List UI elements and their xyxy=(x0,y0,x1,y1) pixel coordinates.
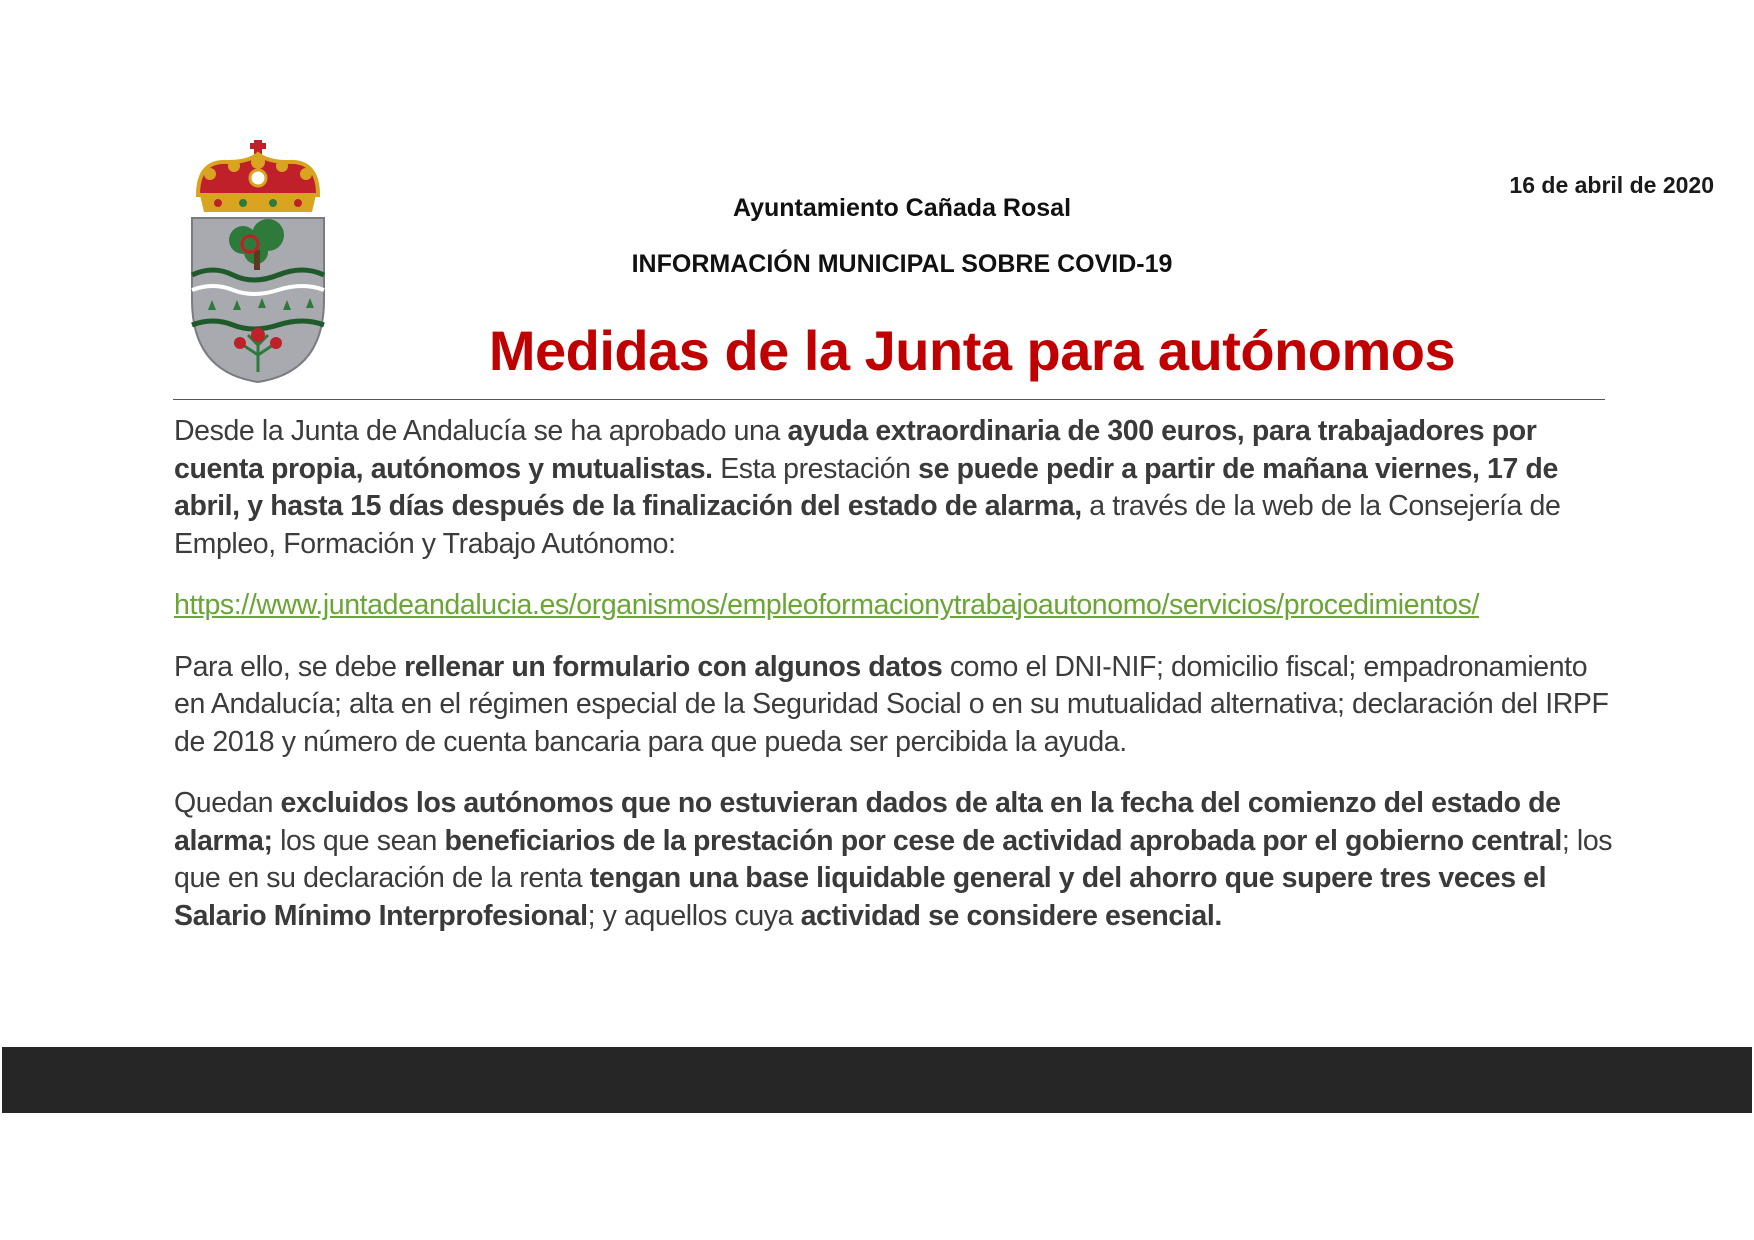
page-title: Medidas de la Junta para autónomos xyxy=(488,319,1456,382)
bold-run: tengan una base liquidable general y del ahorro que supere tres veces el Salario Mínimo Interprofesional xyxy=(174,862,1547,932)
text-run: ; los que en su declaración de la renta xyxy=(174,824,1613,894)
text-run: a través de la web de la Consejería de Empleo, Formación y Trabajo Autónomo: xyxy=(174,490,1561,560)
document-subtitle: INFORMACIÓN MUNICIPAL SOBRE COVID-19 xyxy=(631,250,1173,278)
text-run: Esta prestación xyxy=(712,452,919,485)
text-run: Para ello, se debe xyxy=(174,650,405,683)
paragraph-aid-announcement xyxy=(174,413,1614,563)
text-run: los que sean xyxy=(272,824,445,857)
footer-bar xyxy=(2,1047,1752,1113)
article-body xyxy=(174,413,1614,959)
text-run: como el DNI-NIF; domicilio fiscal; empadronamiento en Andalucía; alta en el régimen especial de la Seguridad Social o en su mutualidad alternativa; declaración del IRPF de 2018 y número de cuenta bancaria para que pueda ser percibida la ayuda. xyxy=(174,650,1609,758)
bold-run: excluidos los autónomos que no estuvieran dados de alta en la fecha del comienzo del estado de alarma; xyxy=(174,787,1561,857)
header-divider xyxy=(173,399,1605,400)
text-run: ; y aquellos cuya xyxy=(587,899,801,932)
bold-run: rellenar un formulario con algunos datos xyxy=(404,650,943,683)
bold-run: se puede pedir a partir de mañana viernes, 17 de abril, y hasta 15 días después de la finalización del estado de alarma, xyxy=(174,452,1558,522)
bold-run: beneficiarios de la prestación por cese de actividad aprobada por el gobierno central xyxy=(444,824,1562,857)
text-run: Desde la Junta de Andalucía se ha aprobado una xyxy=(174,415,788,447)
text-run: Quedan xyxy=(174,787,281,819)
bold-run: ayuda extraordinaria de 300 euros, para trabajadores por cuenta propia, autónomos y mutualistas. xyxy=(174,415,1537,485)
paragraph-requirements xyxy=(174,649,1614,762)
document-date: 16 de abril de 2020 xyxy=(1509,172,1714,198)
bold-run: actividad se considere esencial. xyxy=(800,899,1222,932)
paragraph-exclusions xyxy=(174,785,1614,935)
application-link[interactable]: https://www.juntadeandalucia.es/organismos/empleoformacionytrabajoautonomo/servicios/procedimientos/ xyxy=(174,589,1479,621)
organization-name: Ayuntamiento Cañada Rosal xyxy=(732,194,1072,222)
